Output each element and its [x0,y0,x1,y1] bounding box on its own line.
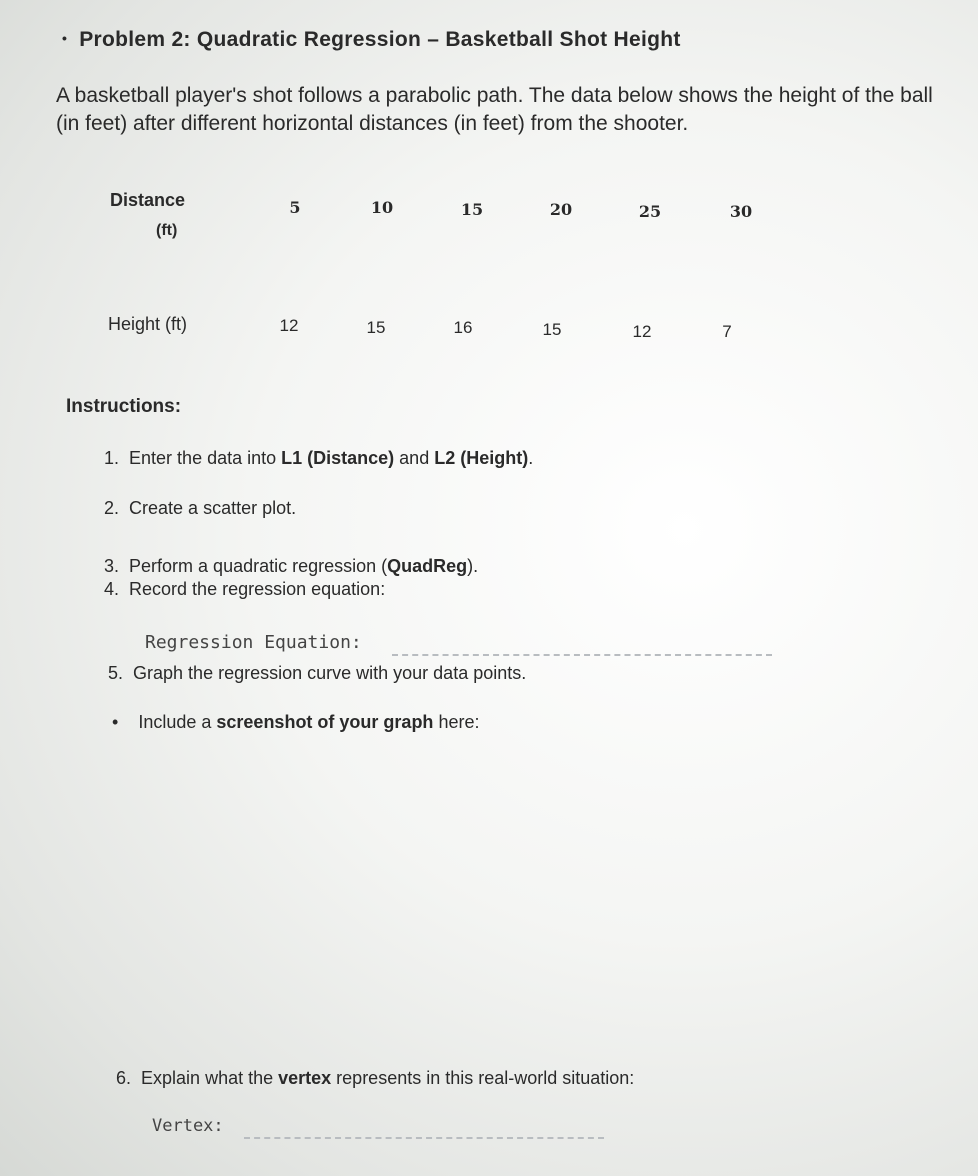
step-text: Create a scatter plot. [129,498,297,518]
distance-cell: 20 [549,200,573,219]
step-3 [104,556,478,577]
title-text: Problem 2: Quadratic Regression – Basketball Shot Height [79,28,681,51]
step-5 [108,663,526,684]
step-text: Include a [138,712,217,732]
step-text: and [394,448,435,468]
step-text: represents in this real-world situation: [331,1068,635,1088]
regression-equation-blank[interactable] [392,654,772,656]
step-2 [104,498,296,519]
height-cell: 7 [722,322,732,341]
step-number: 1. [104,448,120,468]
distance-cell: 10 [370,198,394,217]
step-number: 3. [104,556,120,576]
step-bold: vertex [278,1068,332,1088]
title-bullet: • [62,30,68,46]
height-cell: 15 [542,320,562,339]
graph-screenshot-bullet [112,712,479,733]
step-number: 5. [108,663,124,683]
height-cell: 15 [366,318,386,337]
step-bold: L1 (Distance) [281,448,395,468]
distance-cell: 30 [729,202,753,221]
step-text: Perform a quadratic regression ( [129,556,388,576]
step-text: . [528,448,534,468]
step-text: Enter the data into [129,448,282,468]
step-text: Graph the regression curve with your data points. [133,663,527,683]
step-text: here: [433,712,480,732]
step-bold: screenshot of your graph [216,712,434,732]
step-bold: QuadReg [387,556,468,576]
height-cell: 16 [453,318,473,337]
distance-cell: 5 [289,198,301,217]
step-6 [116,1068,634,1089]
vertex-label: Vertex: [152,1116,224,1136]
step-number: 4. [104,579,120,599]
instructions-heading: Instructions: [66,396,182,417]
step-text: Explain what the [141,1068,279,1088]
step-bold: L2 (Height) [434,448,529,468]
step-1 [104,448,533,469]
sub-bullet: • [112,712,119,732]
step-number: 6. [116,1068,132,1088]
height-label: Height (ft) [108,314,188,334]
step-4 [104,579,385,600]
problem-title [62,28,681,52]
vertex-answer-blank[interactable] [244,1137,604,1139]
distance-unit: (ft) [156,222,178,239]
height-cell: 12 [279,316,299,335]
height-cell: 12 [632,322,652,341]
distance-label: Distance [110,190,186,210]
step-text: Record the regression equation: [129,579,386,599]
regression-equation-label: Regression Equation: [145,632,362,653]
distance-cell: 15 [460,200,484,219]
graph-screenshot-area[interactable] [100,750,900,1050]
step-number: 2. [104,498,120,518]
problem-intro: A basketball player's shot follows a parabolic path. The data below shows the height of the ball (in feet) after different horizontal distances (in feet) from the shooter. [56,84,933,135]
step-text: ). [467,556,479,576]
distance-cell: 25 [638,202,662,221]
